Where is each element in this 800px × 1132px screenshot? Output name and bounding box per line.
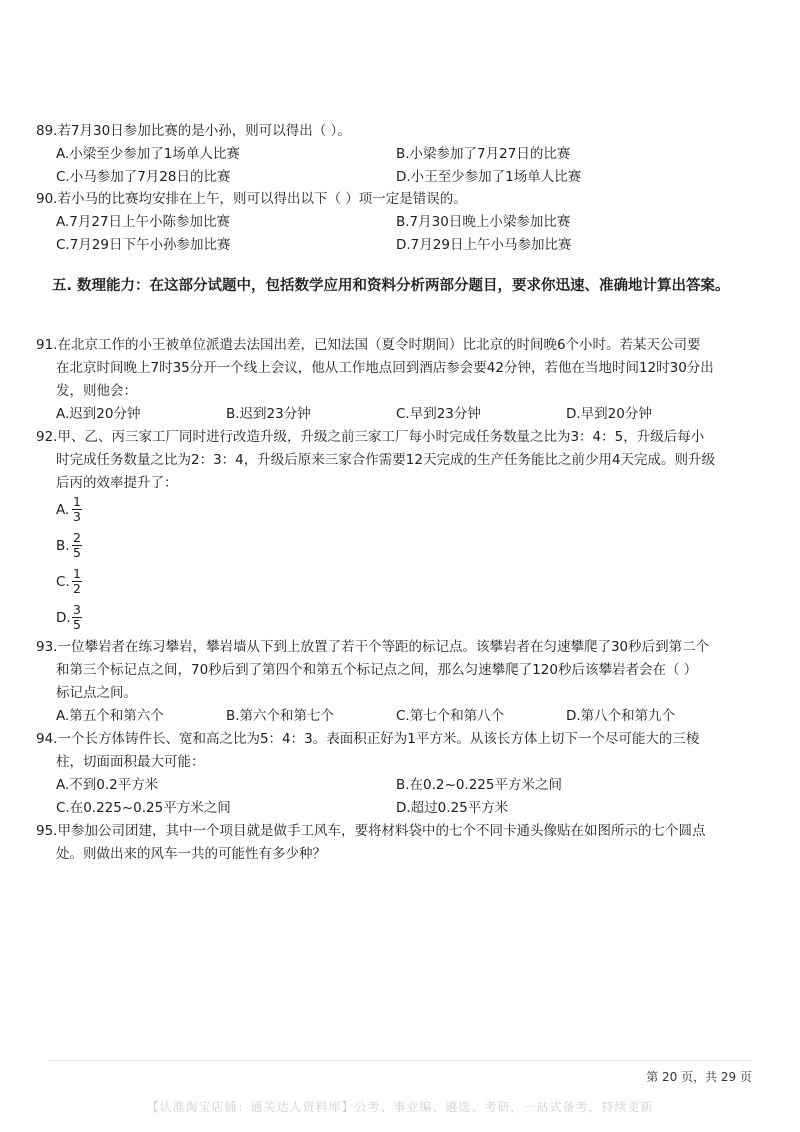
option-c: C.小马参加了7月28日的比赛 <box>56 169 231 185</box>
question-91-line2: 在北京时间晚上7时35分开一个线上会议，他从工作地点回到酒店参会要42分钟，若他在当地时间12时30分出 <box>56 360 714 376</box>
option-c: C. $\frac{1}{2}$ <box>56 566 81 596</box>
option-b: B.在0.2~0.225平方米之间 <box>396 777 562 793</box>
question-91 <box>36 334 748 426</box>
page-number: 第 20 页，共 29 页 <box>646 1070 752 1084</box>
fraction: $\frac{2}{5}$ <box>73 530 81 560</box>
option-d: D. $\frac{3}{5}$ <box>56 602 81 632</box>
option-d: D.超过0.25平方米 <box>396 800 509 816</box>
question-91-line3: 发，则他会： <box>56 383 137 399</box>
option-b: B. $\frac{2}{5}$ <box>56 530 81 560</box>
fraction: $\frac{1}{2}$ <box>73 566 81 596</box>
question-93-line3: 标记点之间。 <box>56 685 137 701</box>
option-b: B.迟到23分钟 <box>226 406 311 422</box>
option-d: D.小王至少参加了1场单人比赛 <box>396 169 582 185</box>
question-93-line2: 和第三个标记点之间，70秒后到了第四个和第五个标记点之间，那么匀速攀爬了120秒后该攀岩者会在（ ） <box>56 662 698 678</box>
question-94-options <box>36 774 748 820</box>
question-92-line2: 时完成任务数量之比为2：3：4，升级后原来三家合作需要12天完成的生产任务能比之前少用4天完成。则升级 <box>56 452 716 468</box>
question-89-text: 89.若7月30日参加比赛的是小孙，则可以得出（ ）。 <box>36 123 351 139</box>
option-b: B.小梁参加了7月27日的比赛 <box>396 146 571 162</box>
section-5-heading: 五. 数理能力：在这部分试题中，包括数学应用和资料分析两部分题目，要求你迅速、准确地计算出答案。 <box>52 278 730 294</box>
option-a: A. $\frac{1}{3}$ <box>56 494 81 524</box>
option-c: C.早到23分钟 <box>396 406 481 422</box>
question-92-line1: 92.甲、乙、丙三家工厂同时进行改造升级，升级之前三家工厂每小时完成任务数量之比为3：4：5，升级后每小 <box>36 429 705 445</box>
option-c: C.在0.225~0.25平方米之间 <box>56 800 231 816</box>
question-94 <box>36 728 748 820</box>
question-92-line3: 后丙的效率提升了： <box>56 475 178 491</box>
question-93 <box>36 636 748 728</box>
question-91-options <box>36 403 748 426</box>
question-94-line1: 94.一个长方体铸件长、宽和高之比为5：4：3。表面积正好为1平方米。从该长方体上切下一个尽可能大的三棱 <box>36 731 700 747</box>
fraction: $\frac{1}{3}$ <box>73 494 81 524</box>
question-95-line2: 处。则做出来的风车一共的可能性有多少种？ <box>56 846 326 862</box>
question-89 <box>36 120 748 189</box>
option-a: A.小梁至少参加了1场单人比赛 <box>56 146 240 162</box>
option-c: C.第七个和第八个 <box>396 708 505 724</box>
watermark-text: 【认准淘宝店铺：通关达人资料库】公考、事业编、遴选、考研，一站式备考，持续更新 <box>146 1100 654 1114</box>
option-d: D.第八个和第九个 <box>566 708 676 724</box>
question-93-options <box>36 705 748 728</box>
question-95-line1: 95.甲参加公司团建，其中一个项目就是做手工风车，要将材料袋中的七个不同卡通头像贴在如图所示的七个圆点 <box>36 823 706 839</box>
question-90-options <box>36 211 748 257</box>
option-d: D.早到20分钟 <box>566 406 652 422</box>
option-a: A.7月27日上午小陈参加比赛 <box>56 214 231 230</box>
question-90-text: 90.若小马的比赛均安排在上午，则可以得出以下（ ）项一定是错误的。 <box>36 191 467 207</box>
option-b: B.第六个和第七个 <box>226 708 335 724</box>
question-92 <box>36 426 748 639</box>
option-a: A.第五个和第六个 <box>56 708 164 724</box>
option-a: A.不到0.2平方米 <box>56 777 159 793</box>
question-92-options <box>36 495 748 639</box>
question-89-options <box>36 143 748 189</box>
fraction: $\frac{3}{5}$ <box>73 602 81 632</box>
option-d: D.7月29日上午小马参加比赛 <box>396 237 572 253</box>
option-b: B.7月30日晚上小梁参加比赛 <box>396 214 571 230</box>
question-91-line1: 91.在北京工作的小王被单位派遣去法国出差，已知法国（夏令时期间）比北京的时间晚6个小时。若某天公司要 <box>36 337 701 353</box>
question-93-line1: 93.一位攀岩者在练习攀岩，攀岩墙从下到上放置了若干个等距的标记点。该攀岩者在匀速攀爬了30秒后到第二个 <box>36 639 710 655</box>
question-95 <box>36 820 748 866</box>
footer-divider <box>48 1060 752 1061</box>
question-94-line2: 柱，切面面积最大可能： <box>56 754 205 770</box>
option-c: C.7月29日下午小孙参加比赛 <box>56 237 231 253</box>
option-a: A.迟到20分钟 <box>56 406 141 422</box>
question-90 <box>36 188 748 257</box>
